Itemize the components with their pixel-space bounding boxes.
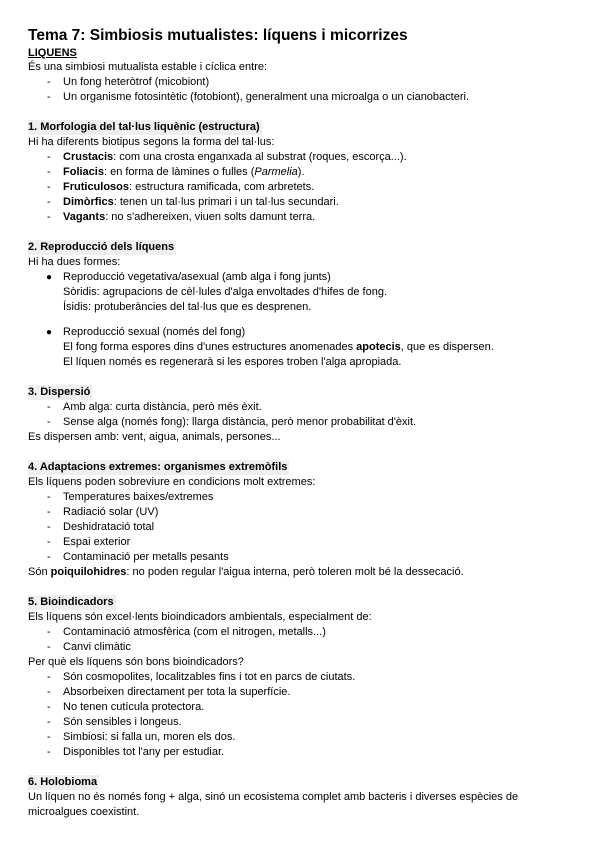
isidis-line: Ísidis: protuberàncies del tal·lus que es desprenen. — [63, 301, 312, 313]
liquens-list — [28, 75, 576, 105]
section-2-heading: 2. Reproducció dels líquens — [28, 241, 175, 253]
list-item: - Deshidratació total — [47, 521, 155, 533]
list-item: - Radiació solar (UV) — [47, 506, 159, 518]
list-item: ● Reproducció vegetativa/asexual (amb alga i fong junts) — [46, 271, 331, 283]
section-1-heading: 1. Morfologia del tal·lus liquènic (estructura) — [28, 121, 260, 133]
list-item: - Contaminació per metalls pesants — [47, 551, 229, 563]
list-item: - Espai exterior — [47, 536, 131, 548]
section-2-intro: Hi ha dues formes: — [28, 256, 121, 268]
list-item: - Absorbeixen directament per tota la superfície. — [47, 686, 291, 698]
section-4-heading: 4. Adaptacions extremes: organismes extremòfils — [28, 461, 288, 473]
dispersion-list — [28, 400, 576, 430]
list-item: ● Reproducció sexual (només del fong) — [46, 326, 246, 338]
section-5-heading: 5. Bioindicadors — [28, 596, 114, 608]
reasons-list — [28, 670, 576, 760]
soridis-line: Sòridis: agrupacions de cèl·lules d'alga envoltades d'hifes de fong. — [63, 286, 388, 298]
list-item: - No tenen cutícula protectora. — [47, 701, 205, 713]
extremes-list — [28, 490, 576, 565]
list-item: - Fruticulosos: estructura ramificada, com arbretets. — [47, 181, 315, 193]
document-page — [28, 26, 576, 820]
page-title: Tema 7: Simbiosis mutualistes: líquens i micorrizes — [28, 27, 408, 44]
list-item: - Simbiosi: si falla un, moren els dos. — [47, 731, 236, 743]
list-item: - Crustacis: com una crosta enganxada al substrat (roques, escorça...). — [47, 151, 407, 163]
list-item: - Disponibles tot l'any per estudiar. — [47, 746, 225, 758]
list-item: - Foliacis: en forma de làmines o fulles (Parmelia). — [47, 166, 305, 178]
section-3-outro: Es dispersen amb: vent, aigua, animals, persones... — [28, 431, 281, 443]
reproduction-list — [28, 270, 576, 285]
list-item: - Són sensibles i longeus. — [47, 716, 182, 728]
bioindicator-list — [28, 625, 576, 655]
list-item: - Contaminació atmosfèrica (com el nitrogen, metalls...) — [47, 626, 326, 638]
liquens-heading: LIQUENS — [28, 47, 77, 59]
list-item: - Un fong heteròtrof (micobiont) — [47, 76, 210, 88]
list-item: - Canvi climàtic — [47, 641, 131, 653]
apotecis-line: El fong forma espores dins d'unes estructures anomenades apotecis, que es dispersen. — [63, 341, 494, 353]
list-item: - Són cosmopolites, localitzables fins i tot en parcs de ciutats. — [47, 671, 356, 683]
section-6-text: Un líquen no és només fong + alga, sinó un ecosistema complet amb bacteris i diverses espècies de microalgues coexistint. — [28, 791, 519, 818]
section-4-outro: Són poiquilohidres: no poden regular l'aigua interna, però toleren molt bé la dessecació. — [28, 566, 464, 578]
section-6-heading: 6. Holobioma — [28, 776, 98, 788]
list-item: - Dimòrfics: tenen un tal·lus primari i un tal·lus secundari. — [47, 196, 339, 208]
list-item: - Amb alga: curta distància, però més èxit. — [47, 401, 262, 413]
section-1-intro: Hi ha diferents biotipus segons la forma del tal·lus: — [28, 136, 275, 148]
section-4-intro: Els líquens poden sobreviure en condicions molt extremes: — [28, 476, 316, 488]
regeneration-line: El líquen només es regenerarà si les espores troben l'alga apropiada. — [63, 356, 402, 368]
biotype-list — [28, 150, 576, 225]
section-3-heading: 3. Dispersió — [28, 386, 91, 398]
section-5-intro: Els líquens són excel·lents bioindicadors ambientals, especialment de: — [28, 611, 372, 623]
list-item: - Un organisme fotosintètic (fotobiont), generalment una microalga o un cianobacteri. — [47, 91, 470, 103]
section-5-question: Per què els líquens són bons bioindicadors? — [28, 656, 244, 668]
list-item: - Sense alga (només fong): llarga distància, però menor probabilitat d'èxit. — [47, 416, 417, 428]
list-item: - Temperatures baixes/extremes — [47, 491, 214, 503]
liquens-intro: És una simbiosi mutualista estable i cíclica entre: — [28, 61, 268, 73]
list-item: - Vagants: no s'adhereixen, viuen solts damunt terra. — [47, 211, 316, 223]
